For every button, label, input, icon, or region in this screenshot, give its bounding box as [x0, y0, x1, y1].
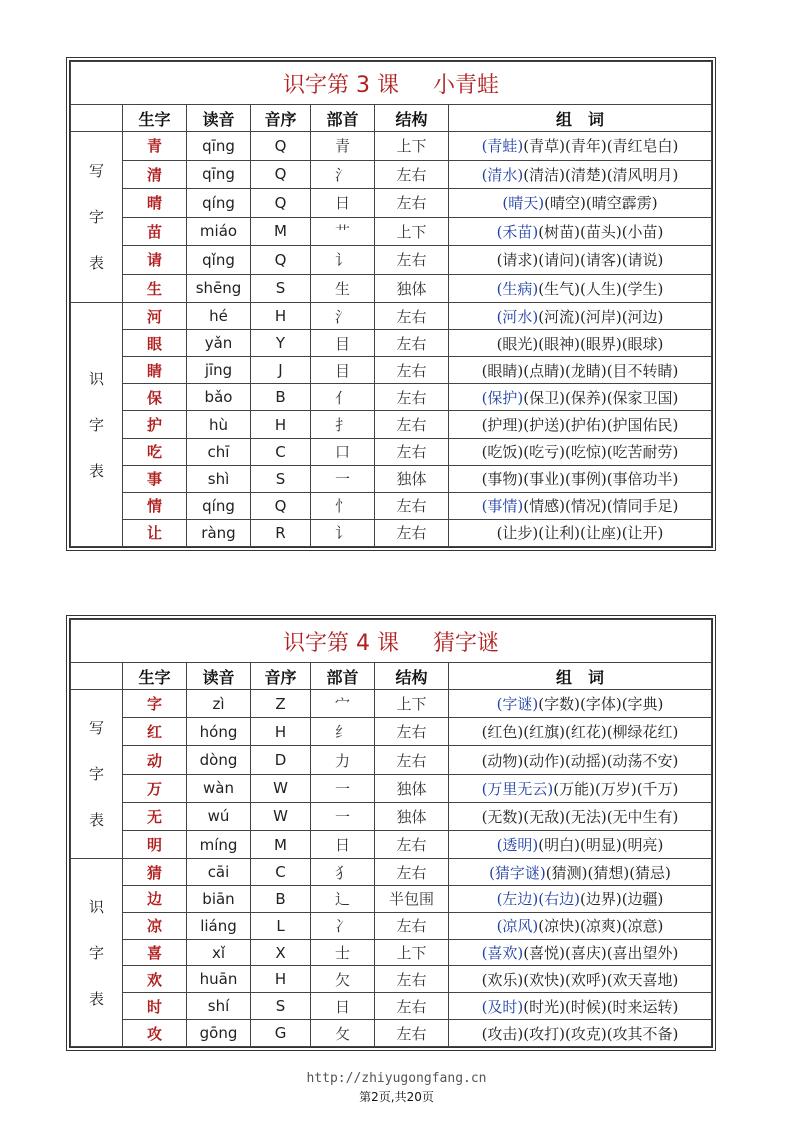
table-row	[71, 492, 712, 519]
character-cell: 请	[123, 246, 187, 275]
letter-order-cell: L	[251, 912, 311, 939]
section-label-recognition	[71, 303, 123, 547]
structure-cell: 左右	[375, 438, 449, 465]
word-group-cell	[449, 189, 712, 218]
character-cell: 晴	[123, 189, 187, 218]
letter-order-cell: Z	[251, 690, 311, 718]
pinyin-cell: gōng	[187, 1020, 251, 1047]
letter-order-cell: Q	[251, 189, 311, 218]
highlighted-word: (河水)	[496, 307, 539, 326]
word-group-cell	[449, 357, 712, 384]
structure-cell: 左右	[375, 746, 449, 774]
column-header: 组 词	[449, 663, 712, 690]
lesson-3-table	[70, 61, 712, 547]
radical-cell: 纟	[311, 718, 375, 746]
character-cell: 明	[123, 831, 187, 859]
pinyin-cell: qǐng	[187, 246, 251, 275]
radical-cell: 氵	[311, 160, 375, 189]
structure-cell: 左右	[375, 492, 449, 519]
letter-order-cell: M	[251, 217, 311, 246]
radical-cell: 宀	[311, 690, 375, 718]
radical-cell: 一	[311, 774, 375, 802]
section-label-char: 字	[88, 208, 104, 227]
radical-cell: 一	[311, 802, 375, 830]
other-words: (字数)(字体)(字典)	[538, 695, 664, 714]
pinyin-cell: míng	[187, 831, 251, 859]
character-cell: 猜	[123, 859, 187, 886]
letter-order-cell: S	[251, 465, 311, 492]
other-words: (明白)(明显)(明亮)	[538, 836, 664, 855]
other-words: (让步)(让利)(让座)(让开)	[496, 524, 664, 543]
section-label-recognition	[71, 859, 123, 1047]
column-header: 结构	[375, 663, 449, 690]
character-cell: 时	[123, 993, 187, 1020]
structure-cell: 左右	[375, 246, 449, 275]
other-words: (青草)(青年)(青红皂白)	[523, 137, 679, 156]
letter-order-cell: W	[251, 774, 311, 802]
page-indicator: 第2页,共20页	[359, 1090, 434, 1104]
character-cell: 事	[123, 465, 187, 492]
word-group-cell	[449, 246, 712, 275]
structure-cell: 左右	[375, 384, 449, 411]
table-row	[71, 1020, 712, 1047]
character-cell: 边	[123, 886, 187, 913]
character-cell: 护	[123, 411, 187, 438]
letter-order-cell: S	[251, 993, 311, 1020]
table-row	[71, 746, 712, 774]
highlighted-word: (禾苗)	[496, 222, 539, 241]
column-header: 部首	[311, 105, 375, 132]
structure-cell: 上下	[375, 132, 449, 161]
radical-cell: 士	[311, 939, 375, 966]
other-words: (保卫)(保养)(保家卫国)	[523, 388, 679, 407]
letter-order-cell: H	[251, 966, 311, 993]
pinyin-cell: wú	[187, 802, 251, 830]
structure-cell: 上下	[375, 939, 449, 966]
table-row	[71, 465, 712, 492]
pinyin-cell: ràng	[187, 519, 251, 546]
structure-cell: 左右	[375, 330, 449, 357]
letter-order-cell: S	[251, 274, 311, 303]
character-cell: 青	[123, 132, 187, 161]
other-words: (生气)(人生)(学生)	[538, 279, 664, 298]
pinyin-cell: biān	[187, 886, 251, 913]
letter-order-cell: X	[251, 939, 311, 966]
word-group-cell	[449, 859, 712, 886]
radical-cell: 犭	[311, 859, 375, 886]
highlighted-word: (晴天)	[502, 194, 545, 213]
radical-cell: 目	[311, 357, 375, 384]
radical-cell: 亻	[311, 384, 375, 411]
title-row	[71, 620, 712, 663]
radical-cell: 日	[311, 831, 375, 859]
radical-cell: 欠	[311, 966, 375, 993]
word-group-cell	[449, 217, 712, 246]
letter-order-cell: H	[251, 303, 311, 330]
table-row	[71, 330, 712, 357]
other-words: (树苗)(苗头)(小苗)	[538, 222, 664, 241]
other-words: (喜悦)(喜庆)(喜出望外)	[523, 944, 679, 963]
letter-order-cell: H	[251, 718, 311, 746]
lesson-4-table	[70, 619, 712, 1047]
other-words: (边界)(边疆)	[580, 890, 664, 909]
radical-cell: 一	[311, 465, 375, 492]
radical-cell: 日	[311, 993, 375, 1020]
pinyin-cell: xǐ	[187, 939, 251, 966]
structure-cell: 左右	[375, 411, 449, 438]
section-label-char: 写	[88, 162, 104, 181]
section-label-char: 字	[88, 943, 104, 962]
word-group-cell	[449, 384, 712, 411]
table-row	[71, 274, 712, 303]
structure-cell: 半包围	[375, 886, 449, 913]
column-header: 生字	[123, 663, 187, 690]
character-cell: 红	[123, 718, 187, 746]
structure-cell: 独体	[375, 465, 449, 492]
structure-cell: 独体	[375, 274, 449, 303]
table-row	[71, 690, 712, 718]
table-row	[71, 939, 712, 966]
structure-cell: 左右	[375, 859, 449, 886]
radical-cell: 辶	[311, 886, 375, 913]
structure-cell: 左右	[375, 912, 449, 939]
footer-url: http://zhiyugongfang.cn	[306, 1071, 487, 1086]
radical-cell: 青	[311, 132, 375, 161]
pinyin-cell: cāi	[187, 859, 251, 886]
character-cell: 生	[123, 274, 187, 303]
other-words: (护理)(护送)(护佑)(护国佑民)	[481, 416, 679, 434]
character-cell: 情	[123, 492, 187, 519]
character-cell: 清	[123, 160, 187, 189]
letter-order-cell: B	[251, 384, 311, 411]
section-label-char: 表	[88, 989, 104, 1008]
structure-cell: 左右	[375, 357, 449, 384]
section-label-char: 表	[88, 254, 104, 273]
other-words: (吃饭)(吃亏)(吃惊)(吃苦耐劳)	[481, 443, 679, 462]
other-words: (眼睛)(点睛)(龙睛)(目不转睛)	[481, 361, 679, 380]
radical-cell: 讠	[311, 519, 375, 546]
letter-order-cell: Q	[251, 160, 311, 189]
pinyin-cell: qīng	[187, 132, 251, 161]
structure-cell: 左右	[375, 160, 449, 189]
pinyin-cell: wàn	[187, 774, 251, 802]
column-header: 结构	[375, 105, 449, 132]
character-cell: 睛	[123, 357, 187, 384]
other-words: (无数)(无敌)(无法)(无中生有)	[481, 807, 679, 826]
letter-order-cell: C	[251, 859, 311, 886]
other-words: (晴空)(晴空霹雳)	[544, 194, 658, 213]
character-cell: 吃	[123, 438, 187, 465]
radical-cell: 艹	[311, 217, 375, 246]
radical-cell: 讠	[311, 246, 375, 275]
title-row	[71, 62, 712, 105]
column-header: 读音	[187, 663, 251, 690]
table-row	[71, 802, 712, 830]
other-words: (猜测)(猜想)(猜忌)	[545, 863, 671, 882]
word-group-cell	[449, 966, 712, 993]
lesson-4-table-frame	[66, 615, 716, 1051]
table-row	[71, 886, 712, 913]
pinyin-cell: chī	[187, 438, 251, 465]
column-header: 读音	[187, 105, 251, 132]
word-group-cell	[449, 330, 712, 357]
header-row	[71, 105, 712, 132]
pinyin-cell: dòng	[187, 746, 251, 774]
pinyin-cell: shì	[187, 465, 251, 492]
letter-order-cell: Y	[251, 330, 311, 357]
lesson-3-table-frame	[66, 57, 716, 551]
table-row	[71, 718, 712, 746]
header-spacer	[71, 663, 123, 690]
word-group-cell	[449, 274, 712, 303]
highlighted-word: (字谜)	[496, 695, 539, 714]
header-row	[71, 663, 712, 690]
structure-cell: 左右	[375, 519, 449, 546]
other-words: (事物)(事业)(事例)(事倍功半)	[481, 470, 679, 489]
character-cell: 欢	[123, 966, 187, 993]
radical-cell: 力	[311, 746, 375, 774]
other-words: (情感)(情况)(情同手足)	[523, 497, 679, 516]
word-group-cell	[449, 886, 712, 913]
word-group-cell	[449, 774, 712, 802]
letter-order-cell: B	[251, 886, 311, 913]
character-cell: 苗	[123, 217, 187, 246]
table-row	[71, 859, 712, 886]
word-group-cell	[449, 160, 712, 189]
word-group-cell	[449, 912, 712, 939]
table-row	[71, 132, 712, 161]
other-words: (清洁)(清楚)(清风明月)	[523, 165, 679, 184]
pinyin-cell: qīng	[187, 160, 251, 189]
section-label-char: 字	[88, 415, 104, 434]
section-label-char: 识	[88, 897, 104, 916]
table-row	[71, 774, 712, 802]
character-cell: 凉	[123, 912, 187, 939]
table-row	[71, 993, 712, 1020]
section-label-char: 识	[88, 369, 104, 388]
word-group-cell	[449, 303, 712, 330]
table-row	[71, 217, 712, 246]
radical-cell: 冫	[311, 912, 375, 939]
table-row	[71, 246, 712, 275]
section-label-writing	[71, 690, 123, 859]
lesson-title	[71, 62, 712, 105]
other-words: (眼光)(眼神)(眼界)(眼球)	[496, 334, 664, 353]
character-cell: 河	[123, 303, 187, 330]
table-row	[71, 912, 712, 939]
word-group-cell	[449, 492, 712, 519]
word-group-cell	[449, 993, 712, 1020]
word-group-cell	[449, 831, 712, 859]
character-cell: 万	[123, 774, 187, 802]
structure-cell: 左右	[375, 303, 449, 330]
letter-order-cell: G	[251, 1020, 311, 1047]
pinyin-cell: hóng	[187, 718, 251, 746]
highlighted-word: (及时)	[481, 997, 524, 1016]
character-cell: 无	[123, 802, 187, 830]
letter-order-cell: Q	[251, 132, 311, 161]
highlighted-word: (左边)(右边)	[496, 890, 580, 909]
section-label-char: 表	[88, 461, 104, 480]
word-group-cell	[449, 438, 712, 465]
section-label-char: 字	[88, 765, 104, 784]
radical-cell: 扌	[311, 411, 375, 438]
character-cell: 字	[123, 690, 187, 718]
pinyin-cell: miáo	[187, 217, 251, 246]
pinyin-cell: hé	[187, 303, 251, 330]
column-header: 部首	[311, 663, 375, 690]
character-cell: 攻	[123, 1020, 187, 1047]
structure-cell: 左右	[375, 718, 449, 746]
character-cell: 保	[123, 384, 187, 411]
highlighted-word: (生病)	[496, 279, 539, 298]
letter-order-cell: J	[251, 357, 311, 384]
letter-order-cell: W	[251, 802, 311, 830]
lesson-number: 识字第 4 课	[283, 630, 399, 656]
highlighted-word: (猜字谜)	[489, 863, 546, 882]
radical-cell: 目	[311, 330, 375, 357]
word-group-cell	[449, 1020, 712, 1047]
pinyin-cell: bǎo	[187, 384, 251, 411]
word-group-cell	[449, 939, 712, 966]
column-header: 生字	[123, 105, 187, 132]
section-label-char: 写	[88, 719, 104, 738]
letter-order-cell: H	[251, 411, 311, 438]
letter-order-cell: M	[251, 831, 311, 859]
lesson-name: 猜字谜	[432, 630, 499, 656]
header-spacer	[71, 105, 123, 132]
highlighted-word: (透明)	[496, 836, 539, 855]
word-group-cell	[449, 746, 712, 774]
character-cell: 眼	[123, 330, 187, 357]
table-row	[71, 966, 712, 993]
structure-cell: 独体	[375, 774, 449, 802]
letter-order-cell: R	[251, 519, 311, 546]
other-words: (万能)(万岁)(千万)	[553, 779, 679, 798]
pinyin-cell: hù	[187, 411, 251, 438]
pinyin-cell: huān	[187, 966, 251, 993]
pinyin-cell: shēng	[187, 274, 251, 303]
structure-cell: 上下	[375, 217, 449, 246]
character-cell: 喜	[123, 939, 187, 966]
highlighted-word: (喜欢)	[481, 944, 524, 963]
radical-cell: 忄	[311, 492, 375, 519]
table-row	[71, 160, 712, 189]
radical-cell: 氵	[311, 303, 375, 330]
highlighted-word: (清水)	[481, 165, 524, 184]
radical-cell: 生	[311, 274, 375, 303]
word-group-cell	[449, 718, 712, 746]
structure-cell: 上下	[375, 690, 449, 718]
table-row	[71, 831, 712, 859]
structure-cell: 左右	[375, 831, 449, 859]
word-group-cell	[449, 519, 712, 546]
pinyin-cell: qíng	[187, 492, 251, 519]
column-header: 组 词	[449, 105, 712, 132]
pinyin-cell: zì	[187, 690, 251, 718]
lesson-number: 识字第 3 课	[283, 72, 399, 98]
structure-cell: 左右	[375, 189, 449, 218]
letter-order-cell: Q	[251, 246, 311, 275]
table-row	[71, 189, 712, 218]
other-words: (请求)(请问)(请客)(请说)	[496, 251, 664, 270]
other-words: (欢乐)(欢快)(欢呼)(欢天喜地)	[481, 970, 679, 989]
word-group-cell	[449, 465, 712, 492]
table-row	[71, 303, 712, 330]
letter-order-cell: D	[251, 746, 311, 774]
highlighted-word: (事情)	[481, 497, 524, 516]
word-group-cell	[449, 802, 712, 830]
pinyin-cell: yǎn	[187, 330, 251, 357]
radical-cell: 攵	[311, 1020, 375, 1047]
other-words: (时光)(时候)(时来运转)	[523, 997, 679, 1016]
section-label-char: 表	[88, 811, 104, 830]
word-group-cell	[449, 411, 712, 438]
table-row	[71, 438, 712, 465]
other-words: (河流)(河岸)(河边)	[538, 307, 664, 326]
other-words: (攻击)(攻打)(攻克)(攻其不备)	[481, 1024, 679, 1043]
structure-cell: 左右	[375, 966, 449, 993]
other-words: (凉快)(凉爽)(凉意)	[538, 917, 664, 936]
table-row	[71, 411, 712, 438]
highlighted-word: (凉风)	[496, 917, 539, 936]
lesson-title	[71, 620, 712, 663]
table-row	[71, 357, 712, 384]
structure-cell: 左右	[375, 1020, 449, 1047]
highlighted-word: (万里无云)	[481, 779, 554, 798]
other-words: (红色)(红旗)(红花)(柳绿花红)	[481, 723, 679, 742]
letter-order-cell: C	[251, 438, 311, 465]
pinyin-cell: jīng	[187, 357, 251, 384]
highlighted-word: (青蛙)	[481, 137, 524, 156]
pinyin-cell: shí	[187, 993, 251, 1020]
character-cell: 让	[123, 519, 187, 546]
structure-cell: 独体	[375, 802, 449, 830]
highlighted-word: (保护)	[481, 388, 524, 407]
word-group-cell	[449, 132, 712, 161]
table-row	[71, 519, 712, 546]
table-row	[71, 384, 712, 411]
section-label-writing	[71, 132, 123, 303]
character-cell: 动	[123, 746, 187, 774]
column-header: 音序	[251, 663, 311, 690]
letter-order-cell: Q	[251, 492, 311, 519]
other-words: (动物)(动作)(动摇)(动荡不安)	[481, 751, 679, 770]
radical-cell: 日	[311, 189, 375, 218]
pinyin-cell: qíng	[187, 189, 251, 218]
structure-cell: 左右	[375, 993, 449, 1020]
lesson-name: 小青蛙	[432, 72, 499, 98]
pinyin-cell: liáng	[187, 912, 251, 939]
column-header: 音序	[251, 105, 311, 132]
radical-cell: 口	[311, 438, 375, 465]
word-group-cell	[449, 690, 712, 718]
